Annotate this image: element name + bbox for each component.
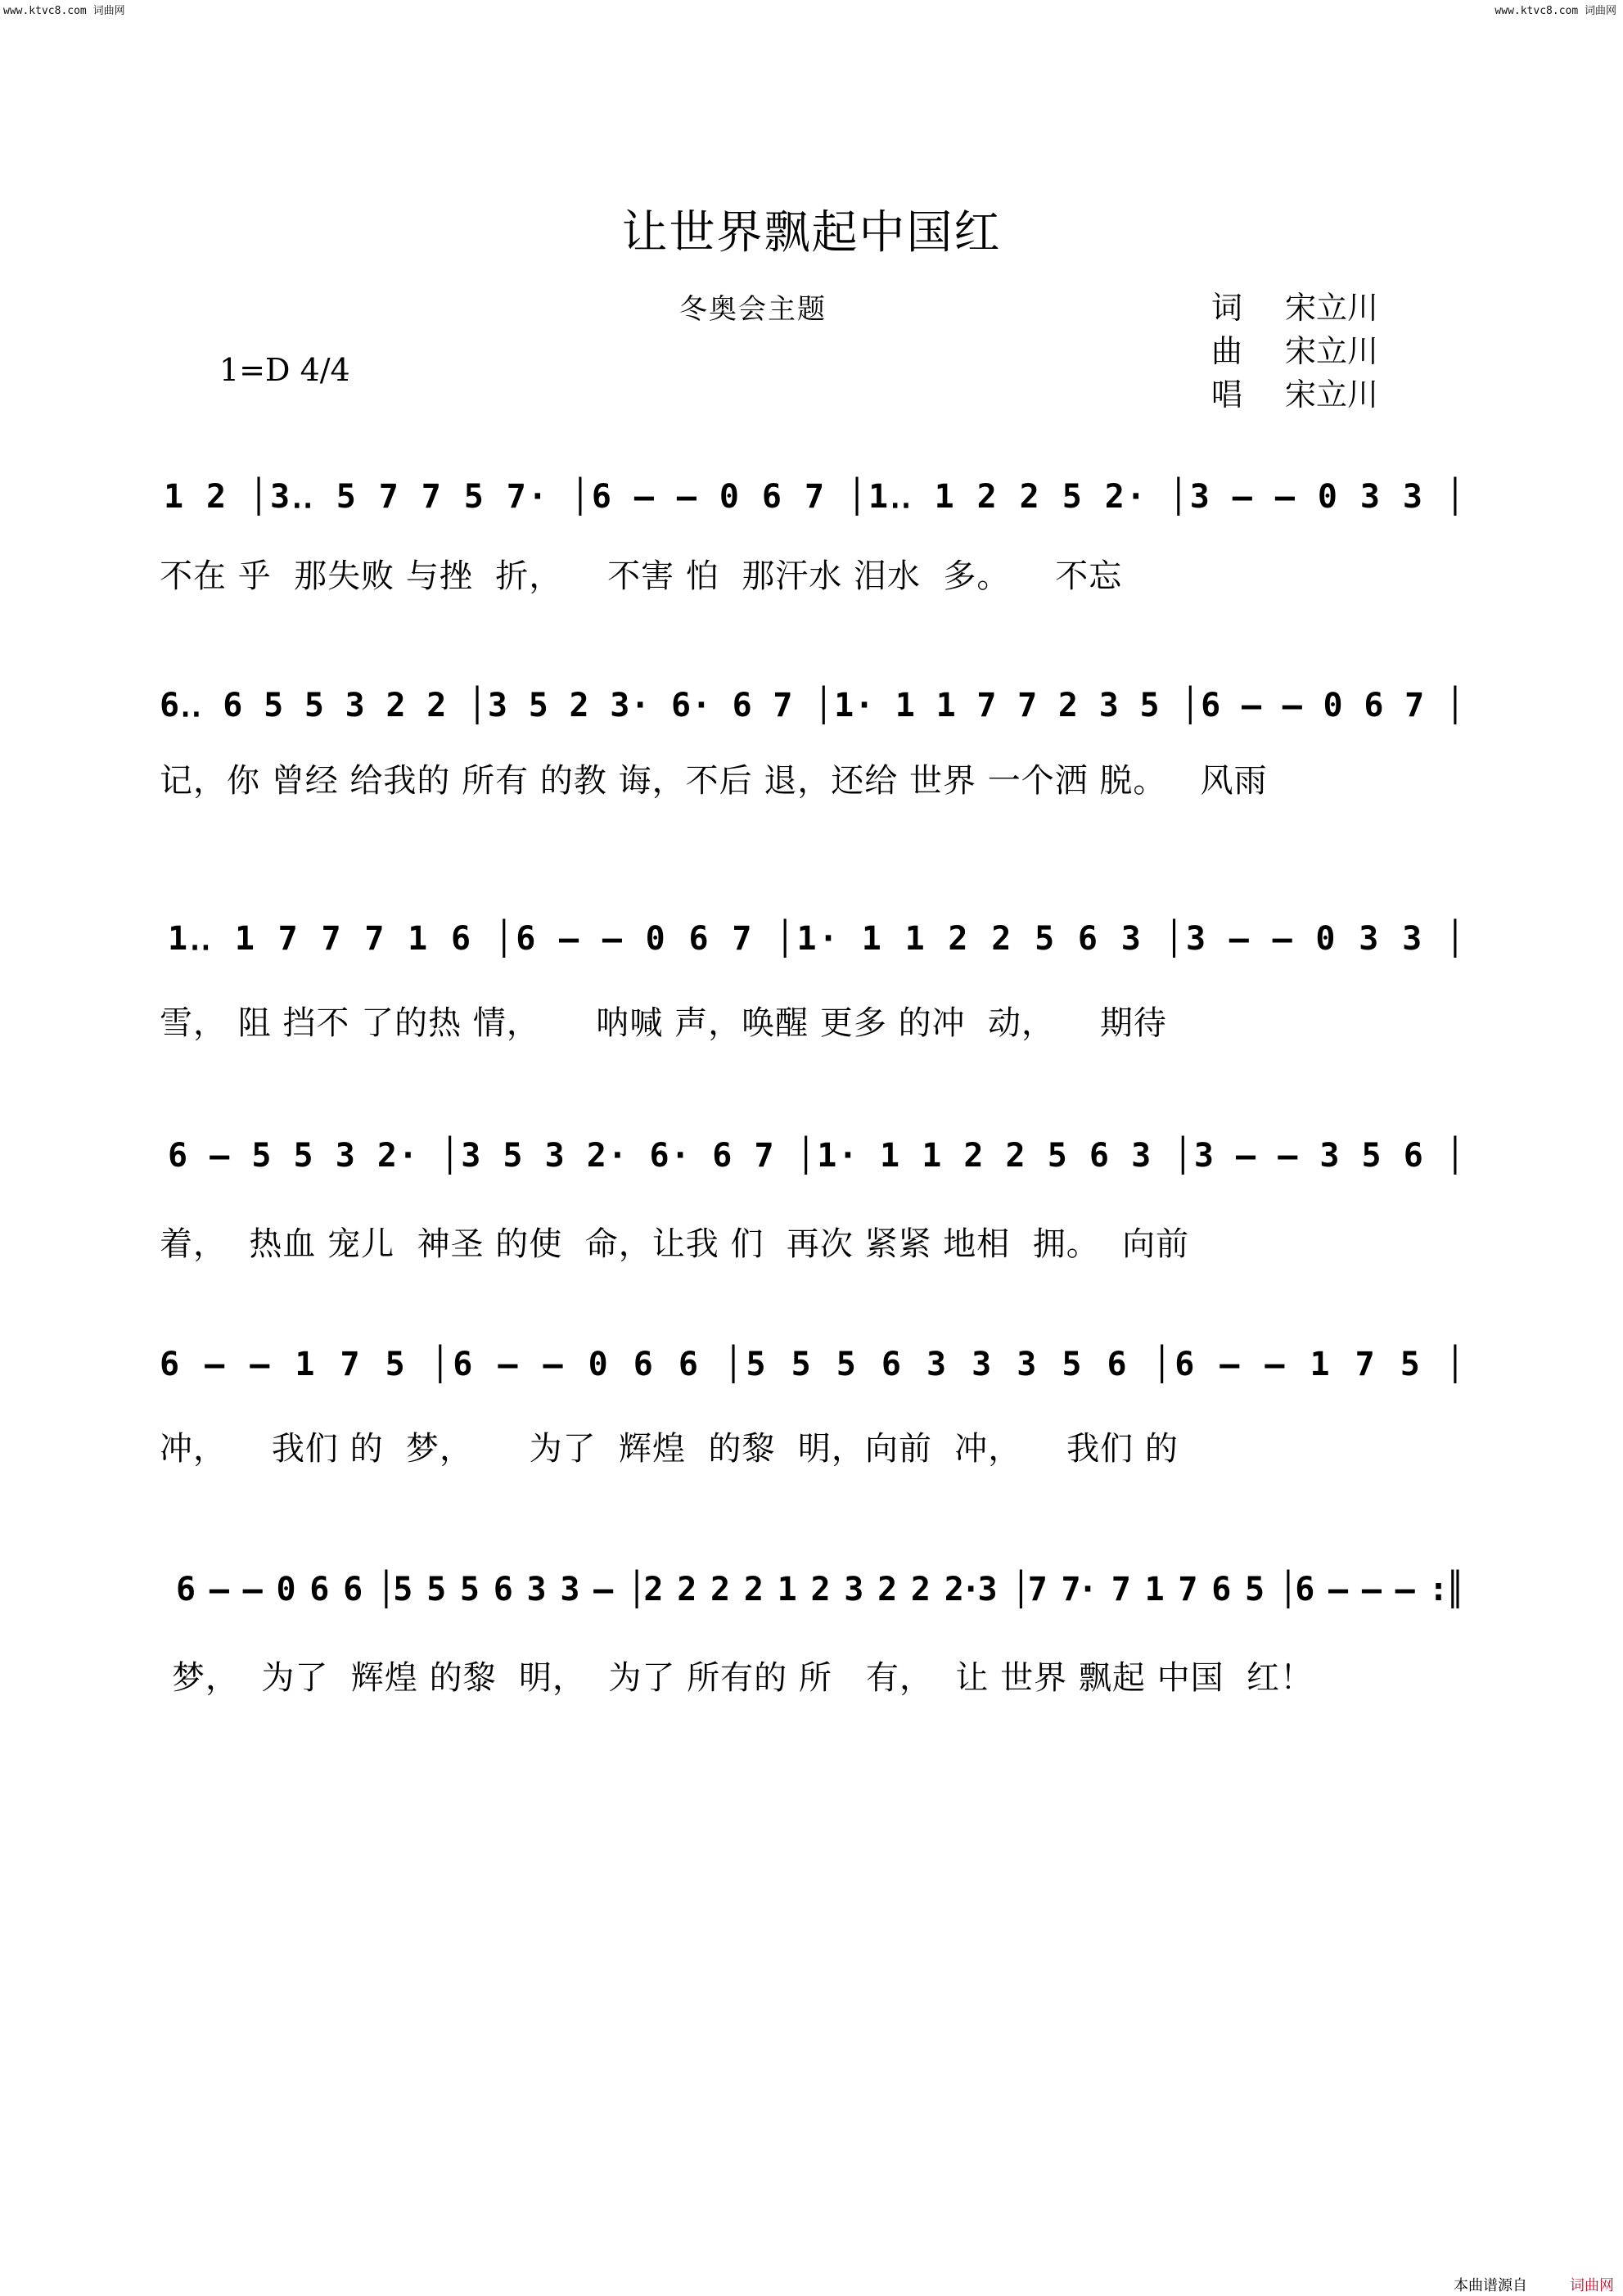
credit-name: 宋立川	[1285, 333, 1379, 369]
lyrics-line-1: 不在 乎 那失败 与挫 折， 不害 怕 那汗水 泪水 多。 不忘	[160, 557, 1123, 595]
credit-role: 词	[1211, 290, 1243, 326]
footer-source: 本曲谱源自	[1454, 2277, 1527, 2294]
header-right: www.ktvc8.com 词曲网	[1495, 5, 1616, 17]
lyrics-line-4: 着， 热血 宠儿 神圣 的使 命，让我 们 再次 紧紧 地相 拥。 向前	[160, 1225, 1190, 1263]
notation-line-6: 6 – – 0 6 6 │5 5 5 6 3 3 – │2 2 2 2 1 2 3 2 2 2·3 │7 7· 7 1 7 6 5 │6 – – – :║	[176, 1571, 1465, 1608]
credit-name: 宋立川	[1285, 290, 1379, 326]
notation-line-3: 1‥ 1 7 7 7 1 6 │6 – – 0 6 7 │1· 1 1 2 2 5 6 3 │3 – – 0 3 3 │	[168, 920, 1465, 958]
lyrics-line-2: 记，你 曾经 给我的 所有 的教 诲，不后 退，还给 世界 一个洒 脱。 风雨	[160, 762, 1268, 800]
notation-line-2: 6‥ 6 5 5 3 2 2 │3 5 2 3· 6· 6 7 │1· 1 1 7 7 2 3 5 │6 – – 0 6 7 │	[160, 687, 1465, 724]
song-title: 让世界飘起中国红	[621, 206, 1002, 259]
credit-name: 宋立川	[1285, 377, 1379, 413]
footer-site: 词曲网	[1570, 2277, 1614, 2294]
notation-line-5: 6 – – 1 7 5 │6 – – 0 6 6 │5 5 5 6 3 3 3 5 6 │6 – – 1 7 5 │	[160, 1346, 1465, 1383]
credit-role: 曲	[1211, 333, 1243, 369]
lyrics-line-6: 梦， 为了 辉煌 的黎 明， 为了 所有的 所 有， 让 世界 飘起 中国 红！	[172, 1659, 1314, 1697]
notation-line-1: 1 2 │3‥ 5 7 7 5 7· │6 – – 0 6 7 │1‥ 1 2 2 5 2· │3 – – 0 3 3 │	[164, 478, 1465, 516]
credit-role: 唱	[1211, 377, 1243, 413]
header-left: www.ktvc8.com 词曲网	[3, 5, 125, 17]
song-subtitle: 冬奥会主题	[679, 293, 827, 326]
notation-line-4: 6 – 5 5 3 2· │3 5 3 2· 6· 6 7 │1· 1 1 2 2 5 6 3 │3 – – 3 5 6 │	[168, 1137, 1465, 1175]
lyrics-line-3: 雪， 阻 挡不 了的热 情， 呐喊 声，唤醒 更多 的冲 动， 期待	[160, 1004, 1167, 1042]
key-signature: 1=D 4/4	[219, 352, 350, 388]
lyrics-line-5: 冲， 我们 的 梦， 为了 辉煌 的黎 明，向前 冲， 我们 的	[160, 1430, 1179, 1468]
